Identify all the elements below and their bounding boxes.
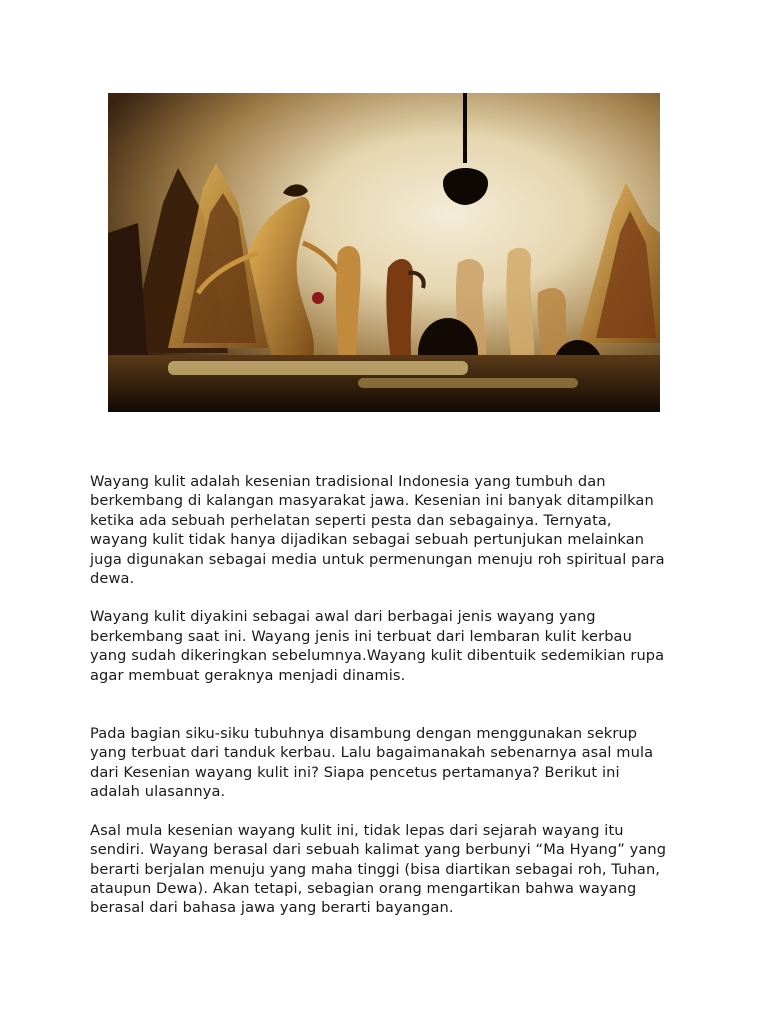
paragraph-2: Wayang kulit diyakini sebagai awal dari berbagai jenis wayang yang berkembang saat ini. Wayang jenis ini terbuat dari lembaran kulit kerbau yang sudah dikeringkan sebelumnya.Wayang kulit dibentuik sedemikian rupa agar membuat geraknya menjadi dinamis. <box>90 608 665 684</box>
paragraph-4: Asal mula kesenian wayang kulit ini, tidak lepas dari sejarah wayang itu sendiri. Wayang berasal dari sebuah kalimat yang berbunyi “Ma Hyang” yang berarti berjalan menuju yang maha tinggi (bisa diartikan sebagai roh, Tuhan, ataupun Dewa). Akan tetapi, sebagian orang mengartikan bahwa wayang berasal dari bahasa jawa yang berarti bayangan. <box>90 821 667 917</box>
article-body <box>90 472 690 918</box>
wayang-kulit-shadow-puppets-photo <box>108 93 660 412</box>
paragraph-3: Pada bagian siku-siku tubuhnya disambung dengan menggunakan sekrup yang terbuat dari tanduk kerbau. Lalu bagaimanakah sebenarnya asal mula dari Kesenian wayang kulit ini? Siapa pencetus pertamanya? Berikut ini adalah ulasannya. <box>90 725 654 801</box>
wayang-photo <box>108 93 660 412</box>
paragraph-1: Wayang kulit adalah kesenian tradisional Indonesia yang tumbuh dan berkembang di kalangan masyarakat jawa. Kesenian ini banyak ditampilkan ketika ada sebuah perhelatan seperti pesta dan sebagainya. Ternyata, wayang kulit tidak hanya dijadikan sebagai sebuah pertunjukan melainkan juga digunakan sebagai media untuk permenungan menuju roh spiritual para dewa. <box>90 473 665 588</box>
